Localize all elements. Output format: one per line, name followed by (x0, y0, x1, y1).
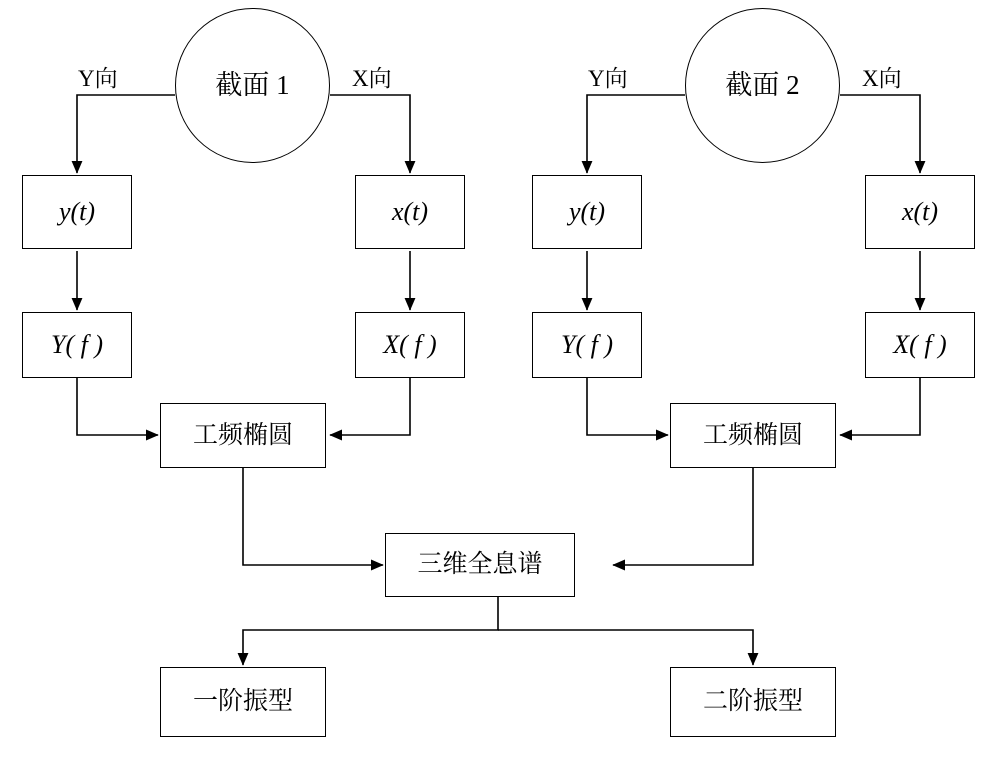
node-section-2 (685, 8, 840, 163)
label-section2-y-direction: Y向 (588, 66, 628, 91)
node-label: 截面 2 (725, 69, 800, 100)
node-mode-shape-2 (670, 667, 836, 737)
node-label: y(t) (58, 196, 96, 226)
node-section2-y-freq (532, 312, 642, 378)
node-label: 截面 1 (215, 69, 290, 100)
node-section1-power-frequency-ellipse (160, 403, 326, 468)
node-section-1 (175, 8, 330, 163)
node-section1-y-freq (22, 312, 132, 378)
node-label: 工频椭圆 (702, 421, 803, 449)
node-mode-shape-1 (160, 667, 326, 737)
node-label: x(t) (391, 196, 429, 226)
node-label: Y( f ) (561, 329, 613, 359)
node-label: Y( f ) (51, 329, 103, 359)
node-label: y(t) (568, 196, 606, 226)
node-section1-x-freq (355, 312, 465, 378)
node-section2-y-time (532, 175, 642, 249)
label-section1-x-direction: X向 (352, 66, 392, 91)
node-label: x(t) (901, 196, 939, 226)
node-label: 工频椭圆 (192, 421, 293, 449)
node-label: 三维全息谱 (417, 551, 543, 579)
node-label: X( f ) (893, 329, 947, 359)
label-section1-y-direction: Y向 (78, 66, 118, 91)
node-section2-power-frequency-ellipse (670, 403, 836, 468)
node-section1-x-time (355, 175, 465, 249)
node-label: 一阶振型 (192, 688, 293, 716)
node-holospectrum (385, 533, 575, 597)
node-section2-x-time (865, 175, 975, 249)
label-section2-x-direction: X向 (862, 66, 902, 91)
node-label: 二阶振型 (702, 688, 803, 716)
node-section2-x-freq (865, 312, 975, 378)
node-label: X( f ) (383, 329, 437, 359)
node-section1-y-time (22, 175, 132, 249)
